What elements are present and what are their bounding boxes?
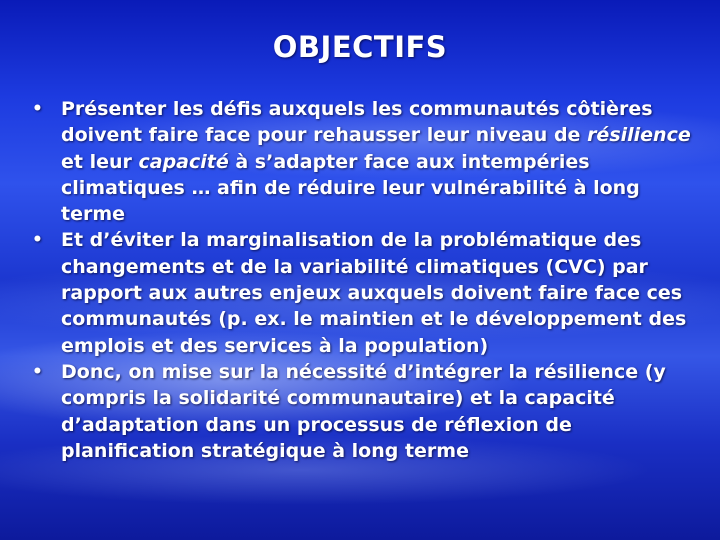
bullet-item-3 bbox=[30, 359, 696, 464]
bullet-dot-icon: • bbox=[32, 361, 43, 382]
bullet-dot-icon: • bbox=[32, 99, 43, 119]
bullet-text-part: et leur bbox=[61, 150, 139, 173]
bullet-text: Et d’éviter la marginalisation de la problématique des changements et de la variabilité climatiques (CVC) par rapport aux autres enjeux auxquels doivent faire face ces communautés (p. ex. le maintien et le développement des emplois et des services à la population) bbox=[61, 229, 687, 357]
bullet-text-part: Présenter les défis auxquels les communautés côtières doivent faire face pour rehausser leur niveau de bbox=[61, 98, 653, 147]
bullet-text: Donc, on mise sur la nécessité d’intégrer la résilience (y compris la solidarité communautaire) et la capacité d’adaptation dans un processus de réflexion de planification stratégique à long terme bbox=[61, 360, 666, 462]
bullet-dot-icon: • bbox=[32, 230, 43, 251]
bullet-item-1 bbox=[30, 96, 696, 227]
bullet-item-2 bbox=[30, 227, 696, 358]
bullet-text-part: à s’adapter face aux intempéries climatiques … afin de réduire leur vulnérabilité à long terme bbox=[61, 150, 640, 226]
bullet-list bbox=[30, 96, 696, 464]
slide-title: OBJECTIFS bbox=[272, 30, 448, 64]
bullet-text-italic-resilience: résilience bbox=[587, 124, 691, 147]
bullet-text-italic-capacite: capacité bbox=[138, 150, 229, 173]
